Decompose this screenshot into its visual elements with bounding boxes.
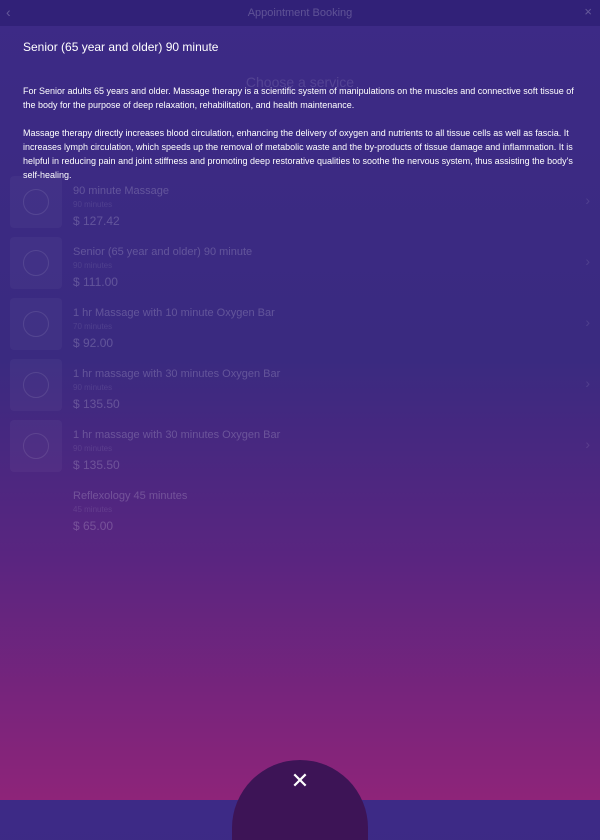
service-price: $ 111.00 — [73, 275, 118, 289]
service-item[interactable] — [0, 475, 600, 536]
app-title: Appointment Booking — [247, 7, 353, 19]
detail-title: Senior (65 year and older) 90 minute — [23, 40, 219, 54]
chevron-right-icon: › — [585, 436, 590, 452]
service-name: Senior (65 year and older) 90 minute — [73, 246, 253, 258]
service-duration: 45 minutes — [73, 505, 113, 514]
service-list — [0, 170, 600, 536]
service-item[interactable] — [0, 353, 600, 414]
service-logo-icon — [10, 420, 62, 472]
service-duration: 70 minutes — [73, 322, 113, 331]
close-icon[interactable]: × — [584, 4, 592, 19]
service-logo-icon — [10, 176, 62, 228]
service-price: $ 92.00 — [73, 336, 114, 350]
service-logo-icon — [10, 237, 62, 289]
back-icon[interactable]: ‹ — [6, 4, 11, 20]
chevron-right-icon: › — [585, 375, 590, 391]
service-name: 1 hr massage with 30 minutes Oxygen Bar — [73, 368, 281, 380]
section-title: Choose a service — [245, 74, 355, 90]
service-price: $ 65.00 — [73, 519, 114, 533]
service-logo-icon — [10, 298, 62, 350]
service-item[interactable] — [0, 231, 600, 292]
app-header — [0, 0, 600, 26]
detail-paragraph: For Senior adults 65 years and older. Massage therapy is a scientific system of manipulations on the muscles and connective soft tissue of the body for the purpose of deep relaxation, rehabilitation, and health maintenance. — [23, 86, 574, 110]
close-icon: ✕ — [290, 768, 310, 793]
chevron-right-icon: › — [585, 314, 590, 330]
service-item[interactable] — [0, 414, 600, 475]
service-detail-panel — [23, 40, 578, 182]
service-duration: 90 minutes — [73, 444, 113, 453]
service-name: 1 hr Massage with 10 minute Oxygen Bar — [73, 307, 275, 319]
service-duration: 90 minutes — [73, 200, 113, 209]
service-duration: 90 minutes — [73, 261, 113, 270]
service-name: 90 minute Massage — [73, 185, 169, 197]
service-duration: 90 minutes — [73, 383, 113, 392]
service-price: $ 127.42 — [73, 214, 120, 228]
detail-paragraph: Massage therapy directly increases blood circulation, enhancing the delivery of oxygen and nutrients to all tissue cells as well as fascia. It increases lymph circulation, which speeds up the removal of metabolic waste and the by-products of tissue damage and inflammation. It is helpful in reducing pain and joint stiffness and promoting deep restorative qualities to soothe the nervous system, thus assisting the body's self-healing. — [23, 128, 573, 180]
chevron-right-icon: › — [585, 192, 590, 208]
service-price: $ 135.50 — [73, 458, 120, 472]
service-item[interactable] — [0, 292, 600, 353]
chevron-right-icon: › — [585, 253, 590, 269]
service-name: Reflexology 45 minutes — [73, 490, 188, 502]
service-name: 1 hr massage with 30 minutes Oxygen Bar — [73, 429, 281, 441]
service-price: $ 135.50 — [73, 397, 120, 411]
service-logo-icon — [10, 359, 62, 411]
